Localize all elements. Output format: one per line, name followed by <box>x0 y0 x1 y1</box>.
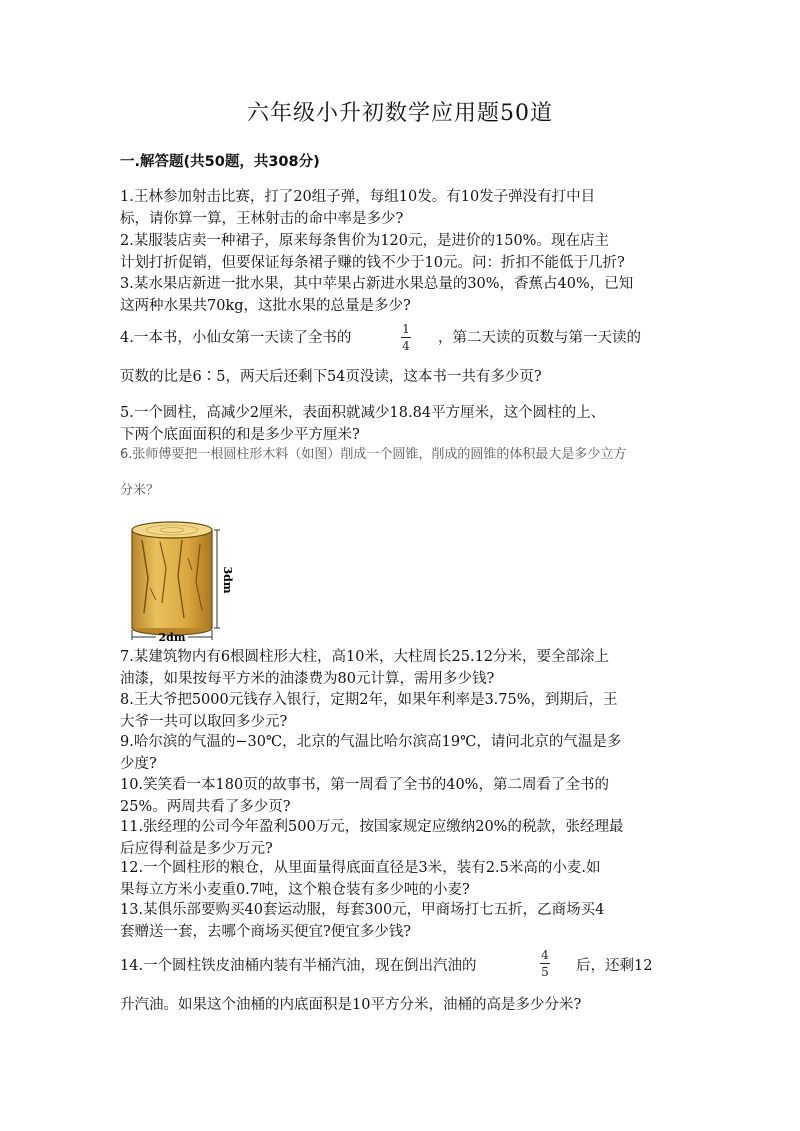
question-10 <box>120 774 690 818</box>
question-4-text-c: 页数的比是6∶5，两天后还剩下54页没读，这本书一共有多少页? <box>120 369 542 385</box>
question-5-line-2: 下两个底面面积的和是多少平方厘米? <box>120 427 360 443</box>
section-heading: 一.解答题(共50题，共308分) <box>120 154 320 170</box>
question-12-line-2: 果每立方米小麦重0.7吨，这个粮仓装有多少吨的小麦? <box>120 882 470 898</box>
question-14-line-1b <box>576 955 696 977</box>
question-12-line-1: 12.一个圆柱形的粮仓，从里面量得底面直径是3米，装有2.5米高的小麦.如 <box>120 860 601 876</box>
question-4-line-1b <box>438 327 688 349</box>
question-14-text-c: 升汽油。如果这个油桶的内底面积是10平方分米，油桶的高是多少分米? <box>120 997 582 1013</box>
question-7 <box>120 646 690 690</box>
question-2-line-1: 2.某服装店卖一种裙子，原来每条售价为120元，是进价的150%。现在店主 <box>120 233 609 249</box>
question-4-fraction <box>401 322 411 353</box>
question-7-line-1: 7.某建筑物内有6根圆柱形大柱，高10米，大柱周长25.12分米，要全部涂上 <box>120 649 610 665</box>
question-8-line-1: 8.王大爷把5000元钱存入银行，定期2年，如果年利率是3.75%，到期后，王 <box>120 692 618 708</box>
question-13-line-2: 套赠送一套，去哪个商场买便宜?便宜多少钱? <box>120 924 412 940</box>
question-14-line-2 <box>120 994 690 1016</box>
question-2 <box>120 230 690 274</box>
width-label: 2dm <box>158 631 186 644</box>
question-11-line-1: 11.张经理的公司今年盈利500万元，按国家规定应缴纳20%的税款，张经理最 <box>120 819 624 835</box>
question-10-line-1: 10.笑笑看一本180页的故事书，第一周看了全书的40%，第二周看了全书的 <box>120 777 609 793</box>
height-dimension <box>214 530 220 628</box>
question-1-line-1: 1.王林参加射击比赛，打了20组子弹，每组10发。有10发子弹没有打中目 <box>120 189 596 205</box>
question-14-fraction <box>540 948 550 979</box>
question-11 <box>120 816 690 860</box>
question-3-line-2: 这两种水果共70kg，这批水果的总量是多少? <box>120 298 411 314</box>
question-12 <box>120 857 690 901</box>
question-8 <box>120 689 690 733</box>
question-4-line-2 <box>120 366 690 388</box>
wood-cylinder-figure <box>120 518 234 644</box>
question-9 <box>120 731 690 775</box>
question-4-text-b: ，第二天读的页数与第一天读的 <box>438 330 641 346</box>
fraction-numerator: 4 <box>541 948 549 962</box>
question-6-text-1: 6.张师傅要把一根圆柱形木料（如图）削成一个圆锥，削成的圆锥的体积最大是多少立方 <box>120 447 627 462</box>
fraction-denominator: 5 <box>541 965 549 979</box>
question-2-line-2: 计划打折促销，但要保证每条裙子赚的钱不少于10元。问：折扣不能低于几折? <box>120 255 625 271</box>
height-label: 3dm <box>221 566 234 594</box>
question-10-line-2: 25%。两周共看了多少页? <box>120 799 291 815</box>
question-13 <box>120 899 690 943</box>
question-6-text-2: 分米？ <box>120 483 160 498</box>
page-title: 六年级小升初数学应用题50道 <box>247 101 553 126</box>
fraction-numerator: 1 <box>402 322 410 336</box>
question-1-line-2: 标，请你算一算，王林射击的命中率是多少? <box>120 211 404 227</box>
question-3 <box>120 273 690 317</box>
question-13-line-1: 13.某俱乐部要购买40套运动服，每套300元，甲商场打七五折，乙商场买4 <box>120 902 605 918</box>
question-3-line-1: 3.某水果店新进一批水果，其中苹果占新进水果总量的30%，香蕉占40%，已知 <box>120 276 634 292</box>
question-4-text-a: 4.一本书，小仙女第一天读了全书的 <box>120 330 352 346</box>
question-14-text-b: 后，还剩12 <box>576 958 653 974</box>
question-9-line-2: 少度? <box>120 756 157 772</box>
question-9-line-1: 9.哈尔滨的气温的−30℃，北京的气温比哈尔滨高19℃，请问北京的气温是多 <box>120 734 622 750</box>
question-8-line-2: 大爷一共可以取回多少元? <box>120 714 288 730</box>
log-body <box>132 522 212 635</box>
fraction-bar <box>401 337 411 338</box>
fraction-bar <box>540 963 550 964</box>
question-7-line-2: 油漆，如果按每平方米的油漆费为80元计算，需用多少钱? <box>120 671 495 687</box>
fraction-denominator: 4 <box>402 339 410 353</box>
question-5 <box>120 402 690 446</box>
question-11-line-2: 后应得利益是多少万元? <box>120 841 273 857</box>
question-1 <box>120 186 690 230</box>
question-6-line-1 <box>120 444 690 466</box>
question-6-line-2 <box>120 480 690 502</box>
question-14-text-a: 14.一个圆柱铁皮油桶内装有半桶汽油，现在倒出汽油的 <box>120 958 477 974</box>
question-5-line-1: 5.一个圆柱，高减少2厘米，表面积就减少18.84平方厘米，这个圆柱的上、 <box>120 405 606 421</box>
